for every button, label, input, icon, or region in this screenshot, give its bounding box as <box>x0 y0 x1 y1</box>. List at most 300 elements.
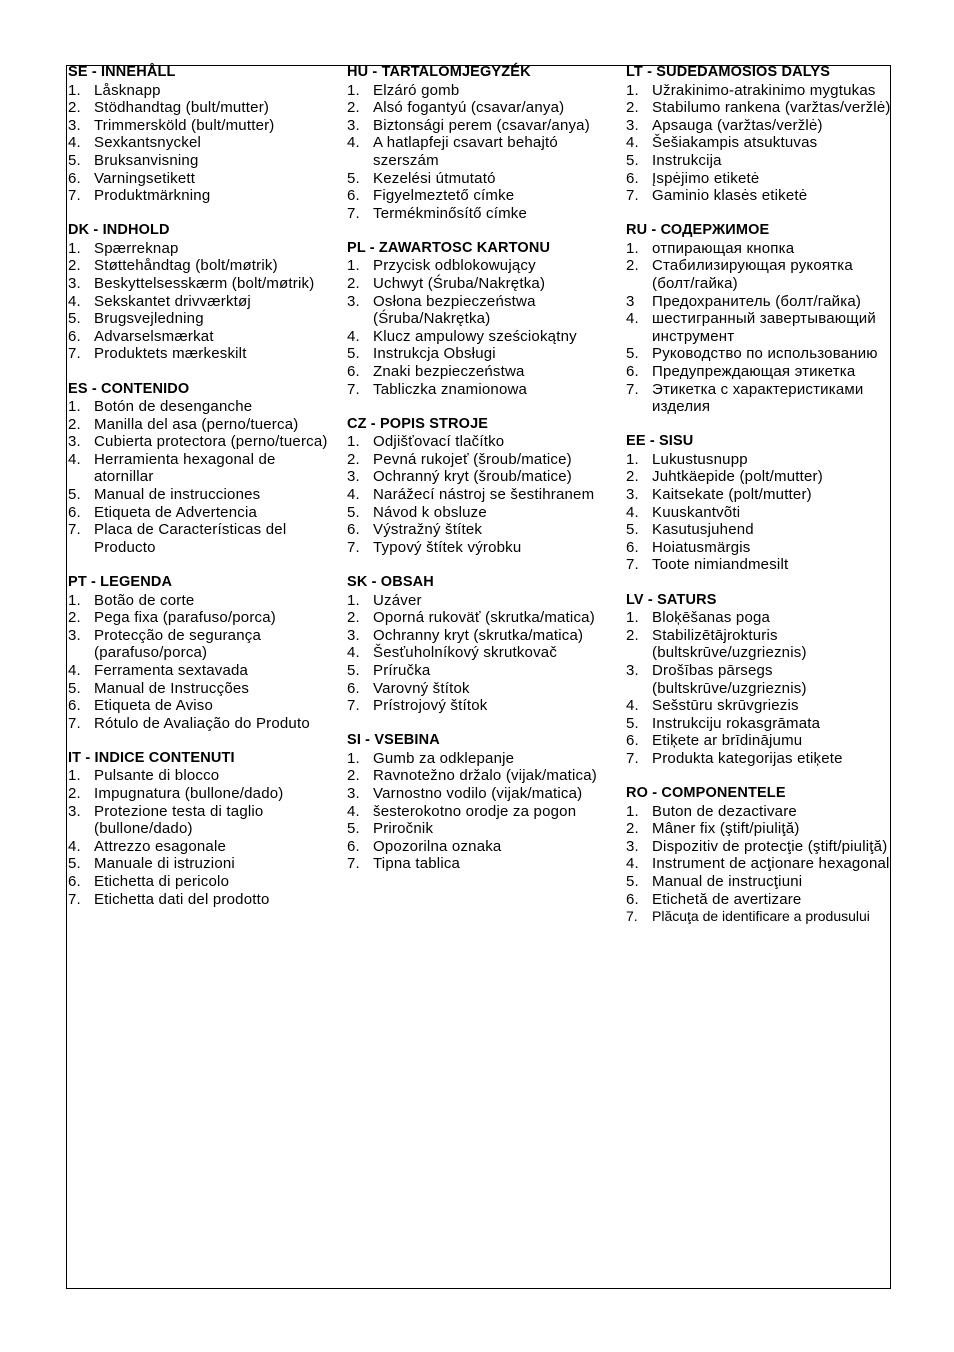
item-text: Предохранитель (болт/гайка) <box>652 292 862 310</box>
item-text: Znaki bezpieczeństwa <box>373 363 525 380</box>
list-item <box>68 240 338 258</box>
section-title: HU - TARTALOMJEGYZÉK <box>347 64 531 80</box>
section-title: ES - CONTENIDO <box>68 380 190 397</box>
item-number: 6. <box>347 679 360 697</box>
item-number: 6. <box>347 187 360 205</box>
item-number: 2. <box>347 609 360 627</box>
item-text: Kasutusjuhend <box>652 521 754 539</box>
list-item <box>68 398 338 416</box>
item-text: Hoiatusmärgis <box>652 538 751 556</box>
item-number: 7. <box>347 538 360 556</box>
item-text: Protecção de segurança (parafuso/porca) <box>94 626 262 662</box>
item-text: Figyelmeztető címke <box>373 187 515 205</box>
column-2 <box>347 64 615 890</box>
contents-section <box>347 574 615 715</box>
item-text: Šesťuholníkový skrutkovač <box>373 644 558 662</box>
item-number: 4. <box>626 697 639 715</box>
item-text: Tipna tablica <box>373 855 461 873</box>
item-text: Užrakinimo-atrakinimo mygtukas <box>652 81 876 99</box>
list-item <box>68 767 338 785</box>
item-text: Kaitsekate (polt/mutter) <box>652 486 812 504</box>
item-number: 1. <box>626 450 639 468</box>
list-item <box>347 785 615 803</box>
item-text: Rótulo de Avaliação do Produto <box>94 714 310 732</box>
list-item <box>68 187 338 205</box>
item-number: 1. <box>68 767 81 785</box>
item-number: 4. <box>626 310 639 328</box>
list-item <box>68 275 338 293</box>
list-item <box>626 363 896 381</box>
item-number: 7. <box>626 556 639 574</box>
item-text: Produktets mærkeskilt <box>94 345 247 363</box>
contents-section <box>68 750 338 908</box>
item-number: 3. <box>68 116 81 134</box>
item-text: Manuale di istruzioni <box>94 855 235 873</box>
list-item <box>626 873 896 891</box>
list-item <box>347 345 615 363</box>
item-text: Toote nimiandmesilt <box>652 556 789 574</box>
list-item <box>626 855 896 873</box>
item-text: Mâner fix (ştift/piuliţă) <box>652 820 800 838</box>
item-text: Sekskantet drivværktøj <box>94 292 251 310</box>
section-title: PL - ZAWARTOSC KARTONU <box>347 239 551 256</box>
list-item <box>347 592 615 610</box>
item-text: Buton de dezactivare <box>652 802 797 820</box>
item-text: Etichetta dati del prodotto <box>94 890 270 908</box>
item-number: 3 <box>626 292 635 310</box>
list-item <box>626 715 896 733</box>
item-number: 7. <box>626 749 639 767</box>
item-number: 7. <box>68 521 81 539</box>
item-text: Výstražný štítek <box>373 521 483 539</box>
item-text: Osłona bezpieczeństwa (Śruba/Nakrętka) <box>373 292 536 328</box>
list-item <box>626 838 896 856</box>
item-number: 7. <box>68 345 81 363</box>
item-number: 2. <box>347 99 360 117</box>
item-text: Varovný štítok <box>373 679 470 697</box>
contents-section <box>626 785 896 926</box>
item-number: 1. <box>68 81 81 99</box>
item-text: Herramienta hexagonal de atornillar <box>94 450 276 486</box>
section-title: LT - SUDEDAMOSIOS DALYS <box>626 64 831 80</box>
item-text: Pevná rukojeť (šroub/matice) <box>373 450 572 468</box>
list-item <box>347 170 615 188</box>
item-text: Ferramenta sextavada <box>94 661 249 679</box>
item-number: 5. <box>626 714 639 732</box>
item-text: Kezelési útmutató <box>373 169 496 187</box>
item-text: Prístrojový štítok <box>373 697 488 715</box>
list-item <box>626 187 896 205</box>
item-text: Etiqueta de Aviso <box>94 697 214 715</box>
list-item <box>68 609 338 627</box>
item-number: 4. <box>347 802 360 820</box>
list-item <box>626 293 896 311</box>
section-title: SI - VSEBINA <box>347 732 440 749</box>
list-item <box>626 170 896 188</box>
contents-section <box>626 592 896 768</box>
item-number: 1. <box>347 749 360 767</box>
item-number: 2. <box>68 99 81 117</box>
item-text: Typový štítek výrobku <box>373 538 522 556</box>
list-item <box>347 363 615 381</box>
item-text: Bruksanvisning <box>94 151 199 169</box>
list-item <box>347 117 615 135</box>
item-text: Plăcuţa de identificare a produsului <box>652 908 870 925</box>
item-text: Spærreknap <box>94 239 179 257</box>
section-title: DK - INDHOLD <box>68 222 170 239</box>
item-number: 6. <box>68 503 81 521</box>
list-item <box>626 820 896 838</box>
item-number: 1. <box>347 81 360 99</box>
item-number: 2. <box>626 820 639 838</box>
item-text: Uchwyt (Śruba/Nakrętka) <box>373 275 546 293</box>
item-text: Etichetta di pericolo <box>94 872 230 890</box>
section-title: RO - COMPONENTELE <box>626 784 786 801</box>
item-number: 6. <box>347 837 360 855</box>
list-item <box>68 82 338 100</box>
list-item <box>626 732 896 750</box>
list-item <box>626 82 896 100</box>
contents-section <box>68 381 338 557</box>
item-text: Предупреждающая этикетка <box>652 363 856 380</box>
list-item <box>626 521 896 539</box>
item-number: 5. <box>347 820 360 838</box>
list-item <box>68 134 338 152</box>
item-number: 4. <box>626 134 639 152</box>
item-text: Стабилизирующая рукоятка (болт/гайка) <box>652 257 853 293</box>
item-text: Opozorilna oznaka <box>373 837 502 855</box>
item-number: 3. <box>68 626 81 644</box>
item-number: 6. <box>347 521 360 539</box>
item-number: 1. <box>347 591 360 609</box>
list-item <box>347 767 615 785</box>
item-text: Priročnik <box>373 820 434 838</box>
item-text: Låsknapp <box>94 81 161 99</box>
list-item <box>68 152 338 170</box>
list-item <box>626 99 896 117</box>
item-text: Impugnatura (bullone/dado) <box>94 784 284 802</box>
item-text: Manilla del asa (perno/tuerca) <box>94 415 299 433</box>
list-item <box>68 257 338 275</box>
list-item <box>68 345 338 363</box>
contents-section <box>68 574 338 732</box>
item-number: 2. <box>626 257 639 275</box>
item-text: Varningsetikett <box>94 169 196 187</box>
item-text: Odjišťovací tlačítko <box>373 433 505 451</box>
list-item <box>68 627 338 662</box>
item-text: šesterokotno orodje za pogon <box>373 802 577 820</box>
list-item <box>68 310 338 328</box>
list-item <box>347 433 615 451</box>
item-text: Botón de desenganche <box>94 398 253 416</box>
item-text: Brugsvejledning <box>94 310 204 328</box>
item-text: Advarselsmærkat <box>94 327 214 345</box>
item-number: 3. <box>626 837 639 855</box>
item-text: Gumb za odklepanje <box>373 749 515 767</box>
list-item <box>626 310 896 345</box>
item-text: Oporná rukoväť (skrutka/matica) <box>373 609 595 627</box>
list-item <box>68 697 338 715</box>
item-number: 1. <box>626 81 639 99</box>
item-text: Drošības pārsegs (bultskrūve/uzgrieznis) <box>652 661 807 697</box>
item-number: 7. <box>347 380 360 398</box>
section-title: IT - INDICE CONTENUTI <box>68 749 235 766</box>
list-item <box>347 328 615 346</box>
item-number: 5. <box>68 151 81 169</box>
item-number: 2. <box>626 626 639 644</box>
item-text: Instrukcija <box>652 151 722 169</box>
item-number: 2. <box>626 99 639 117</box>
list-item <box>626 117 896 135</box>
item-text: Stabilizētājrokturis (bultskrūve/uzgrieznis) <box>652 626 807 662</box>
item-number: 3. <box>347 626 360 644</box>
item-text: Produkta kategorijas etiķete <box>652 749 843 767</box>
section-title: EE - SISU <box>626 433 694 450</box>
item-text: Narážecí nástroj se šestihranem <box>373 486 595 504</box>
item-number: 2. <box>68 257 81 275</box>
item-text: Šešiakampis atsuktuvas <box>652 134 818 152</box>
item-text: Alsó fogantyú (csavar/anya) <box>373 99 565 117</box>
list-item <box>626 451 896 469</box>
item-text: Termékminősítő címke <box>373 204 528 222</box>
list-item <box>626 627 896 662</box>
item-number: 1. <box>347 257 360 275</box>
item-text: Attrezzo esagonale <box>94 837 227 855</box>
item-text: Įspėjimo etiketė <box>652 169 760 187</box>
item-number: 7. <box>626 187 639 205</box>
list-item <box>626 891 896 909</box>
contents-section <box>347 416 615 557</box>
item-text: Pega fixa (parafuso/porca) <box>94 609 276 627</box>
list-item <box>68 486 338 504</box>
item-number: 5. <box>626 151 639 169</box>
item-number: 6. <box>68 697 81 715</box>
item-text: Klucz ampulowy sześciokątny <box>373 327 577 345</box>
item-number: 3. <box>626 116 639 134</box>
item-number: 6. <box>626 363 639 380</box>
item-number: 4. <box>68 661 81 679</box>
contents-section <box>68 222 338 363</box>
item-number: 3. <box>68 433 81 451</box>
list-item <box>626 152 896 170</box>
item-text: Руководство по использованию <box>652 345 878 363</box>
item-text: Ochranny kryt (skrutka/matica) <box>373 626 584 644</box>
item-text: Stödhandtag (bult/mutter) <box>94 99 270 117</box>
list-item <box>626 240 896 258</box>
item-number: 3. <box>68 802 81 820</box>
item-number: 6. <box>626 169 639 187</box>
item-text: Etiqueta de Advertencia <box>94 503 258 521</box>
item-number: 4. <box>347 134 360 152</box>
item-text: Juhtkäepide (polt/mutter) <box>652 468 823 486</box>
item-text: Ravnotežno držalo (vijak/matica) <box>373 767 597 785</box>
contents-section <box>626 222 896 416</box>
item-number: 6. <box>68 169 81 187</box>
item-text: Botão de corte <box>94 591 195 609</box>
item-text: Trimmersköld (bult/mutter) <box>94 116 275 134</box>
item-number: 4. <box>68 134 81 152</box>
list-item <box>626 662 896 697</box>
item-text: Beskyttelsesskærm (bolt/møtrik) <box>94 275 315 293</box>
list-item <box>347 486 615 504</box>
contents-section <box>626 433 896 574</box>
list-item <box>347 257 615 275</box>
item-text: Príručka <box>373 661 431 679</box>
list-item <box>347 293 615 328</box>
item-number: 4. <box>68 292 81 310</box>
contents-section <box>626 64 896 205</box>
item-text: Przycisk odblokowujący <box>373 257 536 275</box>
list-item <box>626 468 896 486</box>
item-number: 1. <box>68 591 81 609</box>
item-number: 4. <box>68 837 81 855</box>
item-number: 7. <box>347 204 360 222</box>
column-1 <box>68 64 338 926</box>
item-text: Ochranný kryt (šroub/matice) <box>373 468 572 486</box>
item-text: Kuuskantvõti <box>652 503 741 521</box>
item-number: 7. <box>68 187 81 205</box>
item-number: 4. <box>626 503 639 521</box>
item-number: 5. <box>626 345 639 363</box>
list-item <box>626 750 896 768</box>
item-text: Sešstūru skrūvgriezis <box>652 697 799 715</box>
contents-section <box>347 732 615 873</box>
item-number: 3. <box>626 661 639 679</box>
list-item <box>68 170 338 188</box>
item-text: Sexkantsnyckel <box>94 134 202 152</box>
list-item <box>347 627 615 645</box>
item-number: 7. <box>68 890 81 908</box>
item-number: 5. <box>347 169 360 187</box>
item-text: Bloķēšanas poga <box>652 609 771 627</box>
list-item <box>347 381 615 399</box>
list-item <box>626 697 896 715</box>
list-item <box>68 451 338 486</box>
item-number: 3. <box>68 275 81 293</box>
item-text: Stabilumo rankena (varžtas/veržlė) <box>652 99 891 117</box>
section-title: PT - LEGENDA <box>68 573 173 590</box>
item-text: Produktmärkning <box>94 187 211 205</box>
item-text: Tabliczka znamionowa <box>373 380 528 398</box>
item-text: Pulsante di blocco <box>94 767 220 785</box>
list-item <box>626 257 896 292</box>
item-number: 7. <box>68 714 81 732</box>
list-item <box>347 451 615 469</box>
item-number: 6. <box>68 327 81 345</box>
item-number: 4. <box>626 855 639 873</box>
item-text: Instrukcja Obsługi <box>373 345 496 363</box>
list-item <box>347 275 615 293</box>
contents-section <box>347 240 615 398</box>
item-text: Elzáró gomb <box>373 81 460 99</box>
item-number: 3. <box>347 292 360 310</box>
list-item <box>347 134 615 169</box>
list-item <box>347 205 615 223</box>
item-number: 2. <box>347 275 360 293</box>
item-text: шестигранный завертывающий инструмент <box>652 310 876 345</box>
list-item <box>626 504 896 522</box>
list-item <box>347 609 615 627</box>
item-number: 3. <box>347 784 360 802</box>
item-text: Varnostno vodilo (vijak/matica) <box>373 784 583 802</box>
item-text: Etichetă de avertizare <box>652 890 802 908</box>
item-text: Støttehåndtag (bolt/møtrik) <box>94 257 278 275</box>
list-item <box>68 328 338 346</box>
list-item <box>347 187 615 205</box>
item-text: Protezione testa di taglio (bullone/dado) <box>94 802 264 838</box>
list-item <box>347 99 615 117</box>
list-item <box>68 293 338 311</box>
column-3 <box>626 64 896 943</box>
item-number: 2. <box>347 767 360 785</box>
list-item <box>347 855 615 873</box>
section-title: SE - INNEHÅLL <box>68 64 176 80</box>
list-item <box>626 539 896 557</box>
item-number: 5. <box>68 310 81 328</box>
list-item <box>68 99 338 117</box>
list-item <box>347 838 615 856</box>
list-item <box>68 680 338 698</box>
section-title: SK - OBSAH <box>347 573 434 590</box>
contents-section <box>347 64 615 222</box>
item-text: Instrukciju rokasgrāmata <box>652 714 821 732</box>
item-text: Uzáver <box>373 591 422 609</box>
list-item <box>68 662 338 680</box>
item-number: 1. <box>347 433 360 451</box>
item-text: Dispozitiv de protecţie (ştift/piuliţă) <box>652 837 888 855</box>
list-item <box>347 539 615 557</box>
list-item <box>347 521 615 539</box>
item-number: 1. <box>626 239 639 257</box>
list-item <box>347 662 615 680</box>
list-item <box>68 521 338 556</box>
item-number: 1. <box>68 398 81 416</box>
item-number: 5. <box>626 521 639 539</box>
item-number: 2. <box>68 609 81 627</box>
list-item <box>68 117 338 135</box>
list-item <box>68 838 338 856</box>
item-text: Manual de instrucciones <box>94 486 261 504</box>
item-number: 5. <box>68 486 81 504</box>
item-number: 6. <box>626 890 639 908</box>
list-item <box>68 416 338 434</box>
item-number: 3. <box>347 468 360 486</box>
item-number: 3. <box>626 486 639 504</box>
list-item <box>626 556 896 574</box>
list-item <box>68 891 338 909</box>
item-number: 5. <box>68 855 81 873</box>
item-text: Instrument de acţionare hexagonal <box>652 855 890 873</box>
contents-section <box>68 64 338 205</box>
item-number: 4. <box>347 327 360 345</box>
section-title: LV - SATURS <box>626 591 717 608</box>
item-number: 6. <box>68 872 81 890</box>
list-item <box>347 680 615 698</box>
item-number: 1. <box>626 609 639 627</box>
item-number: 7. <box>626 380 639 398</box>
item-text: Lukustusnupp <box>652 450 748 468</box>
item-number: 5. <box>68 679 81 697</box>
item-text: отпирающая кнопка <box>652 239 795 257</box>
item-number: 1. <box>68 239 81 257</box>
item-number: 2. <box>347 450 360 468</box>
item-number: 5. <box>347 345 360 363</box>
item-number: 5. <box>347 661 360 679</box>
list-item <box>68 715 338 733</box>
list-item <box>626 345 896 363</box>
item-number: 3. <box>347 116 360 134</box>
list-item <box>68 785 338 803</box>
